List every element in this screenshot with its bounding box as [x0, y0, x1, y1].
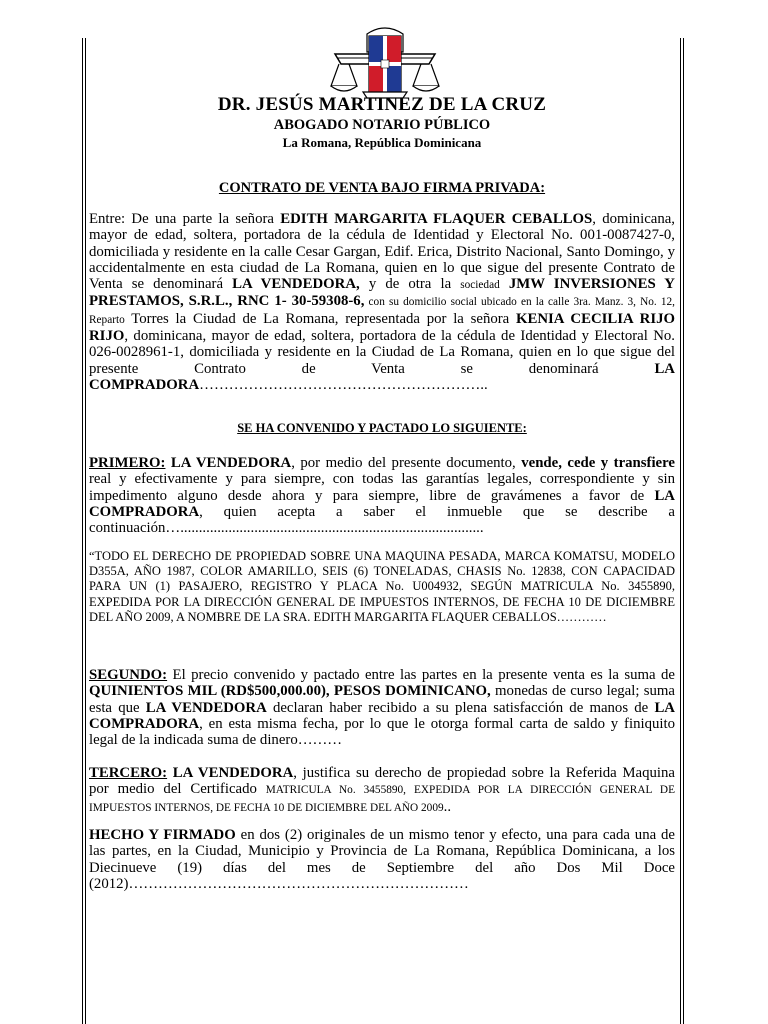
representative-name: KENIA CECILIA RIJO RIJO: [89, 310, 675, 345]
segundo-text-1: El precio convenido y pactado entre las partes en la presente venta es la suma de: [167, 667, 675, 683]
agreement-heading: SE HA CONVENIDO Y PACTADO LO SIGUIENTE:: [237, 421, 527, 435]
buyer-company: JMW INVERSIONES Y PRESTAMOS, S.R.L., RNC 1- 30-59308-6,: [89, 276, 675, 310]
intro-text-5: Torres la Ciudad de La Romana, representada por la señora: [124, 310, 516, 327]
primero-action: vende, cede y transfiere: [521, 455, 675, 471]
property-description-dots: …………: [556, 609, 607, 624]
sale-price: QUINIENTOS MIL (RD$500,000.00), PESOS DOMINICANO,: [89, 683, 491, 700]
seller-role: LA VENDEDORA,: [232, 276, 360, 293]
letterhead: [89, 94, 675, 151]
property-description: [89, 549, 675, 625]
tercero-text-1: , justifica su derecho de propiedad sobre la Referida Maquina por medio del Certificado: [89, 765, 675, 798]
primero-text-3: , quien acepta a saber el inmueble que se describe a continuación…..................................................................................: [89, 503, 675, 537]
seller-name: EDITH MARGARITA FLAQUER CEBALLOS: [280, 211, 593, 227]
segundo-text-2: monedas de curso legal; suma esta que: [89, 683, 675, 716]
tercero-seller: LA VENDEDORA: [167, 765, 294, 781]
closing-clause: [89, 827, 675, 892]
primero-text-2: real y efectivamente y para siempre, con todas las garantías legales, correspondiente y sin impedimento alguno desde ahora y para siempre, libre de gravámenes a favor de: [89, 471, 675, 504]
right-margin-rule: [680, 38, 684, 1024]
primero-text-1: , por medio del presente documento,: [291, 455, 522, 471]
intro-text-2: , dominicana, mayor de edad, soltera, portadora de la cédula de Identidad y Electoral No. 001-0087427-0, domiciliada y residente en la calle Cesar Gargan, Edif. Erica, Distrito Nacional, Santo Domingo, y accidentalmente en esta ciudad de La Romana, quien en lo que sigue del presente Contrato de Venta se denominará: [89, 211, 675, 293]
lawyer-name: DR. JESÚS MARTINEZ DE LA CRUZ: [217, 94, 547, 115]
intro-dots: …………………………………………………..: [199, 376, 488, 393]
primero-buyer: LA COMPRADORA: [89, 487, 675, 520]
segundo-clause: [89, 667, 675, 748]
property-description-text: “TODO EL DERECHO DE PROPIEDAD SOBRE UNA MAQUINA PESADA, MARCA KOMATSU, MODELO D355A, AÑO 1987, COLOR AMARILLO, SEIS (6) TONELADAS, CHASIS No. 12838, CON CAPACIDAD PARA UN (1) PASAJERO, REGISTRO Y PLACA No. U004932, SEGÚN MATRICULA No. 3455890, EXPEDIDA POR LA DIRECCIÓN GENERAL DE IMPUESTOS INTERNOS, DE FECHA 10 DE DICIEMBRE DEL AÑO 2009, A NOMBRE DE LA SRA. EDITH MARGARITA FLAQUER CEBALLOS: [89, 549, 675, 624]
flag-blue-quarter: [369, 36, 383, 62]
segundo-heading: SEGUNDO:: [89, 667, 168, 683]
segundo-text-4: , en esta misma fecha, por lo que le otorga formal carta de saldo y finiquito legal de la indicada suma de dinero………: [89, 715, 675, 749]
intro-paragraph: [89, 211, 675, 393]
closing-dots: ……………………………………………………………: [128, 875, 469, 892]
primero-seller: LA VENDEDORA: [165, 455, 292, 471]
intro-small-1: sociedad: [460, 279, 500, 292]
contract-title: CONTRATO DE VENTA BAJO FIRMA PRIVADA:: [218, 180, 546, 196]
closing-heading: HECHO Y FIRMADO: [89, 827, 236, 843]
intro-text-3: y de otra la: [359, 276, 461, 293]
segundo-buyer: LA COMPRADORA: [89, 699, 675, 732]
primero-heading: PRIMERO:: [89, 455, 166, 471]
segundo-text-3: declaran haber recibido a su plena satisfacción de manos de: [266, 699, 655, 716]
tercero-heading: TERCERO:: [89, 765, 168, 781]
intro-small-2: con su domicilio social ubicado en la calle 3ra. Manz. 3, No. 12, Reparto: [89, 296, 675, 326]
buyer-role: LA COMPRADORA: [89, 360, 675, 393]
primero-clause: [89, 455, 675, 536]
lawyer-location: La Romana, República Dominicana: [282, 135, 482, 150]
lawyer-title: ABOGADO NOTARIO PÚBLICO: [273, 117, 491, 133]
intro-text-6: , dominicana, mayor de edad, soltera, portadora de la cédula de Identidad y Electoral No. 026-0028961-1, domiciliada y residente en la Ciudad de La Romana, quien en lo que sigue del presente Contrato de Venta se denominará: [89, 328, 675, 377]
tercero-certificate: MATRICULA No. 3455890, EXPEDIDA POR LA DIRECCIÓN GENERAL DE IMPUESTOS INTERNOS, DE FECHA 10 DE DICIEMBRE DEL AÑO 2009: [89, 784, 675, 814]
tercero-clause: [89, 765, 675, 816]
segundo-seller: LA VENDEDORA: [145, 699, 267, 716]
scales-of-justice-logo-icon: [329, 24, 441, 100]
intro-text-1: Entre: De una parte la señora: [89, 211, 281, 227]
tercero-end: ..: [443, 798, 452, 815]
closing-text: en dos (2) originales de un mismo tenor y efecto, una para cada una de las partes, en la Ciudad, Municipio y Provincia de La Romana, República Dominicana, a los Diecinueve (19) días del mes de Septiembre del año Dos Mil Doce (2012): [89, 827, 675, 892]
left-margin-rule: [82, 38, 86, 1024]
